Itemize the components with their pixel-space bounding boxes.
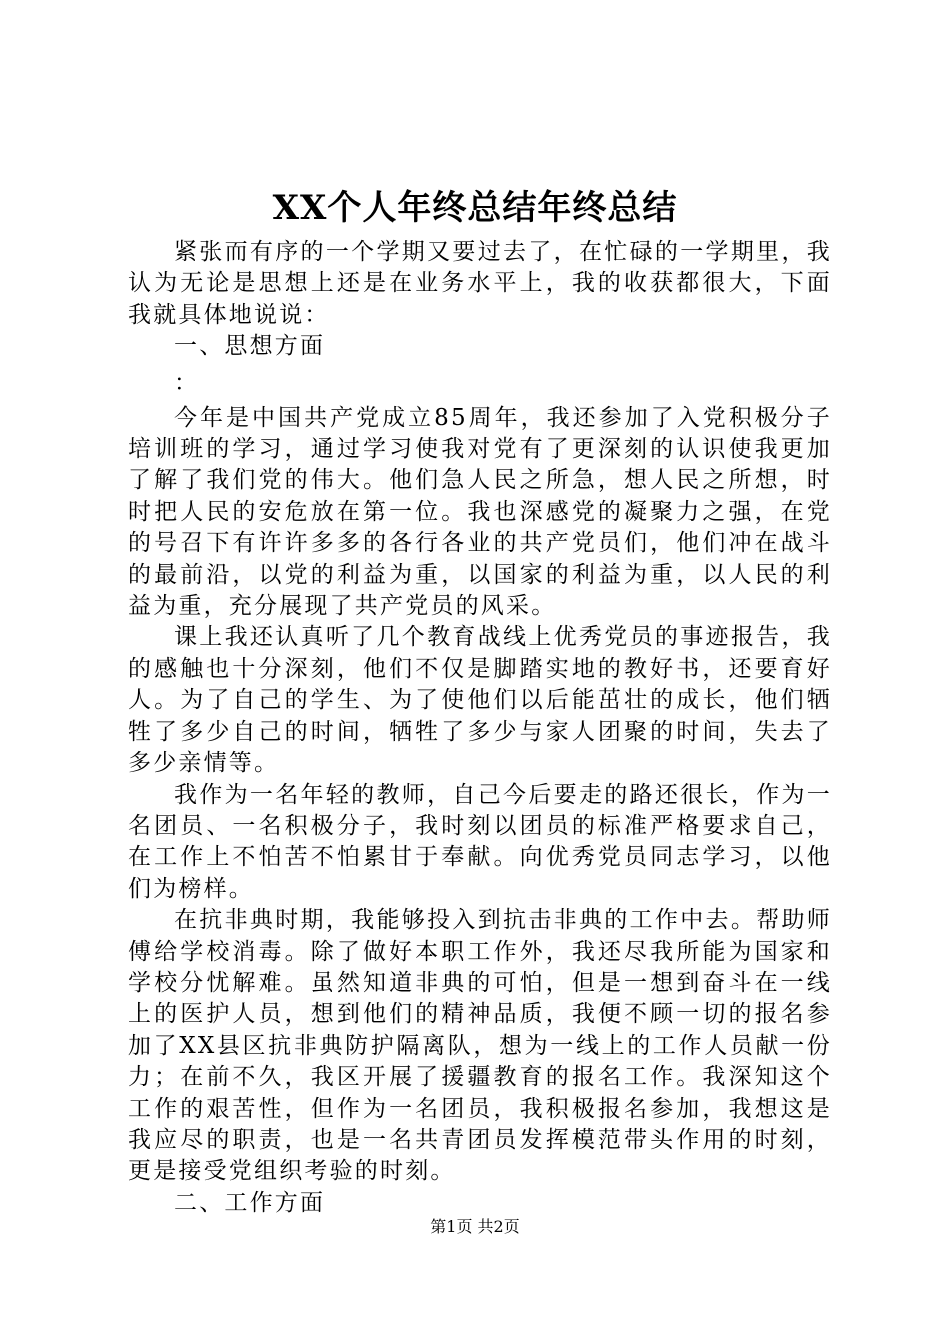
document-body (128, 237, 832, 1219)
paragraph-young-teacher: 我作为一名年轻的教师，自己今后要走的路还很长，作为一名团员、一名积极分子，我时刻以团员的标准严格要求自己，在工作上不怕苦不怕累甘于奉献。向优秀党员同志学习，以他们为榜样。 (128, 781, 832, 902)
paragraph-lecture: 课上我还认真听了几个教育战线上优秀党员的事迹报告，我的感触也十分深刻，他们不仅是脚踏实地的教好书，还要育好人。为了自己的学生、为了使他们以后能茁壮的成长，他们牺牲了多少自己的时间，牺牲了多少与家人团聚的时间，失去了多少亲情等。 (128, 624, 832, 777)
colon-line: ： (174, 369, 200, 396)
document-title: XX个人年终总结年终总结 (272, 188, 678, 228)
paragraph-party-anniversary: 今年是中国共产党成立85周年，我还参加了入党积极分子培训班的学习，通过学习使我对党有了更深刻的认识使我更加了解了我们党的伟大。他们急人民之所急，想人民之所想，时时把人民的安危放在第一位。我也深感党的凝聚力之强，在党的号召下有许许多多的各行各业的共产党员们，他们冲在战斗的最前沿，以党的利益为重，以国家的利益为重，以人民的利益为重，充分展现了共产党员的风采。 (128, 404, 832, 620)
paragraph-intro: 紧张而有序的一个学期又要过去了，在忙碌的一学期里，我认为无论是思想上还是在业务水平上，我的收获都很大，下面我就具体地说说： (128, 239, 832, 328)
section-heading-work: 二、工作方面 (174, 1189, 326, 1216)
page-footer: 第1页 共2页 (430, 1217, 520, 1236)
section-heading-thought: 一、思想方面 (174, 333, 326, 360)
paragraph-sars: 在抗非典时期，我能够投入到抗击非典的工作中去。帮助师傅给学校消毒。除了做好本职工作外，我还尽我所能为国家和学校分忧解难。虽然知道非典的可怕，但是一想到奋斗在一线上的医护人员，想到他们的精神品质，我便不顾一切的报名参加了XX县区抗非典防护隔离队，想为一线上的工作人员献一份力；在前不久，我区开展了援疆教育的报名工作。我深知这个工作的艰苦性，但作为一名团员，我积极报名参加，我想这是我应尽的职责，也是一名共青团员发挥模范带头作用的时刻，更是接受党组织考验的时刻。 (128, 907, 832, 1185)
